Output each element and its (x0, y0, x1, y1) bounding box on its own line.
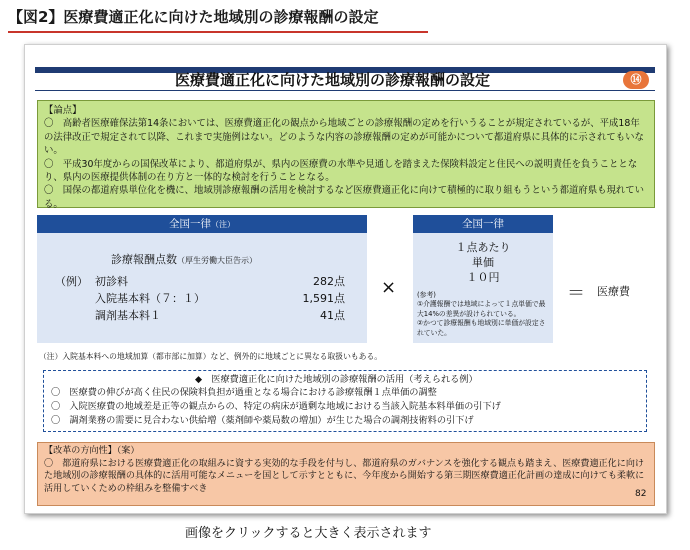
slide-number-badge: ⑭ (623, 71, 649, 89)
equals-sign: ＝ (567, 283, 585, 304)
unit-line: １０円 (466, 271, 500, 284)
slide-title-rule (35, 90, 655, 91)
unit-price-header: 全国一律 (413, 215, 553, 233)
fee-row-name: 入院基本料（７：１） (95, 292, 205, 305)
unit-price-reference (417, 291, 551, 338)
unit-price-value (413, 240, 553, 285)
multiply-sign: × (381, 277, 397, 298)
fee-row-name: 初診料 (95, 275, 128, 288)
reform-text: 〇 都道府県における医療費適正化の取組みに資する実効的な手段を付与し、都道府県のガバナンスを強化する観点も踏まえ、医療費適正化に向けた地域別の診療報酬の具体的に活用可能なメニューを国として示すとともに、今年度から開始する第三期医療費適正化計画の達成に向けても柔軟に活用していくための枠組みを整備すべき (44, 458, 645, 494)
result-label: 医療費 (597, 285, 630, 298)
reference-note: ②かつて診療報酬も地域別に単価が設定されていた。 (417, 319, 546, 337)
points-label (111, 251, 257, 267)
example-item: 〇 入院医療費の地域差是正等の観点からの、特定の病床が過剰な地域における当該入院基本料単価の引下げ (51, 401, 501, 412)
reform-direction-box (37, 442, 655, 506)
image-caption-link[interactable]: 画像をクリックすると大きく表示されます (185, 526, 432, 541)
figure-title: 【図2】医療費適正化に向けた地域別の診療報酬の設定 (8, 8, 379, 26)
reference-note: ①介護報酬では地域によって１点単価で最大14%の差異が設けられている。 (417, 300, 546, 318)
slide-image[interactable] (24, 44, 667, 514)
issues-box (37, 100, 655, 208)
issue-item: 〇 高齢者医療確保法第14条においては、医療費適正化の観点から地域ごとの診療報酬の定めを行いうることが規定されているが、平成18年の法律改正で規定されて以降、これまで実施例はない。どのような内容の診療報酬の定めが可能かについて都道府県に具体的に示されてもいない。 (44, 118, 644, 157)
page-number: 82 (635, 489, 647, 499)
issue-item: 〇 平成30年度からの国保改革により、都道府県が、県内の医療費の水準や見通しを踏まえた保険料設定と住民への説明責任を負うこととなり、県内の医療提供体制の在り方と一体的な検討を行うこととなる。 (44, 158, 638, 184)
points-label-text: 診療報酬点数 (111, 253, 177, 266)
formula-footnote: （注）入院基本料への地域加算（都市部に加算）など、例外的に地域ごとに異なる取扱いもある。 (39, 352, 383, 361)
slide-title: 医療費適正化に向けた地域別の診療報酬の設定 (175, 71, 491, 89)
example-item: 〇 調剤業務の需要に見合わない供給増（薬剤師や薬局数の増加）が生じた場合の調剤技術料の引下げ (51, 415, 474, 426)
example-item: 〇 医療費の伸びが高く住民の保険料負担が過重となる場合における診療報酬１点単価の調整 (51, 387, 437, 398)
points-note: （厚生労働大臣告示） (177, 256, 257, 265)
issue-item: 〇 国保の都道府県単位化を機に、地域別診療報酬の活用を検討するなど医療費適正化に向けて積極的に取り組もうという都道府県も現れている。 (44, 185, 645, 210)
figure-title-underline (8, 31, 428, 33)
fee-row-value: 282点 (313, 275, 345, 288)
fee-row-value: 1,591点 (302, 292, 345, 305)
fee-row-value: 41点 (320, 309, 345, 322)
reference-label: (参考) (417, 291, 436, 299)
fee-row-name: 調剤基本料１ (95, 309, 161, 322)
example-label: （例） (55, 275, 88, 288)
unit-line: １点あたり (455, 241, 511, 254)
unit-line: 単価 (472, 256, 494, 269)
national-header-note: （注） (211, 220, 235, 229)
issues-label: 【論点】 (44, 105, 82, 116)
examples-title: ◆ 医療費適正化に向けた地域別の診療報酬の活用（考えられる例） (195, 374, 478, 385)
national-points-header (37, 215, 367, 233)
national-header-label: 全国一律 (169, 218, 211, 230)
reform-label: 【改革の方向性】（案） (44, 446, 140, 456)
